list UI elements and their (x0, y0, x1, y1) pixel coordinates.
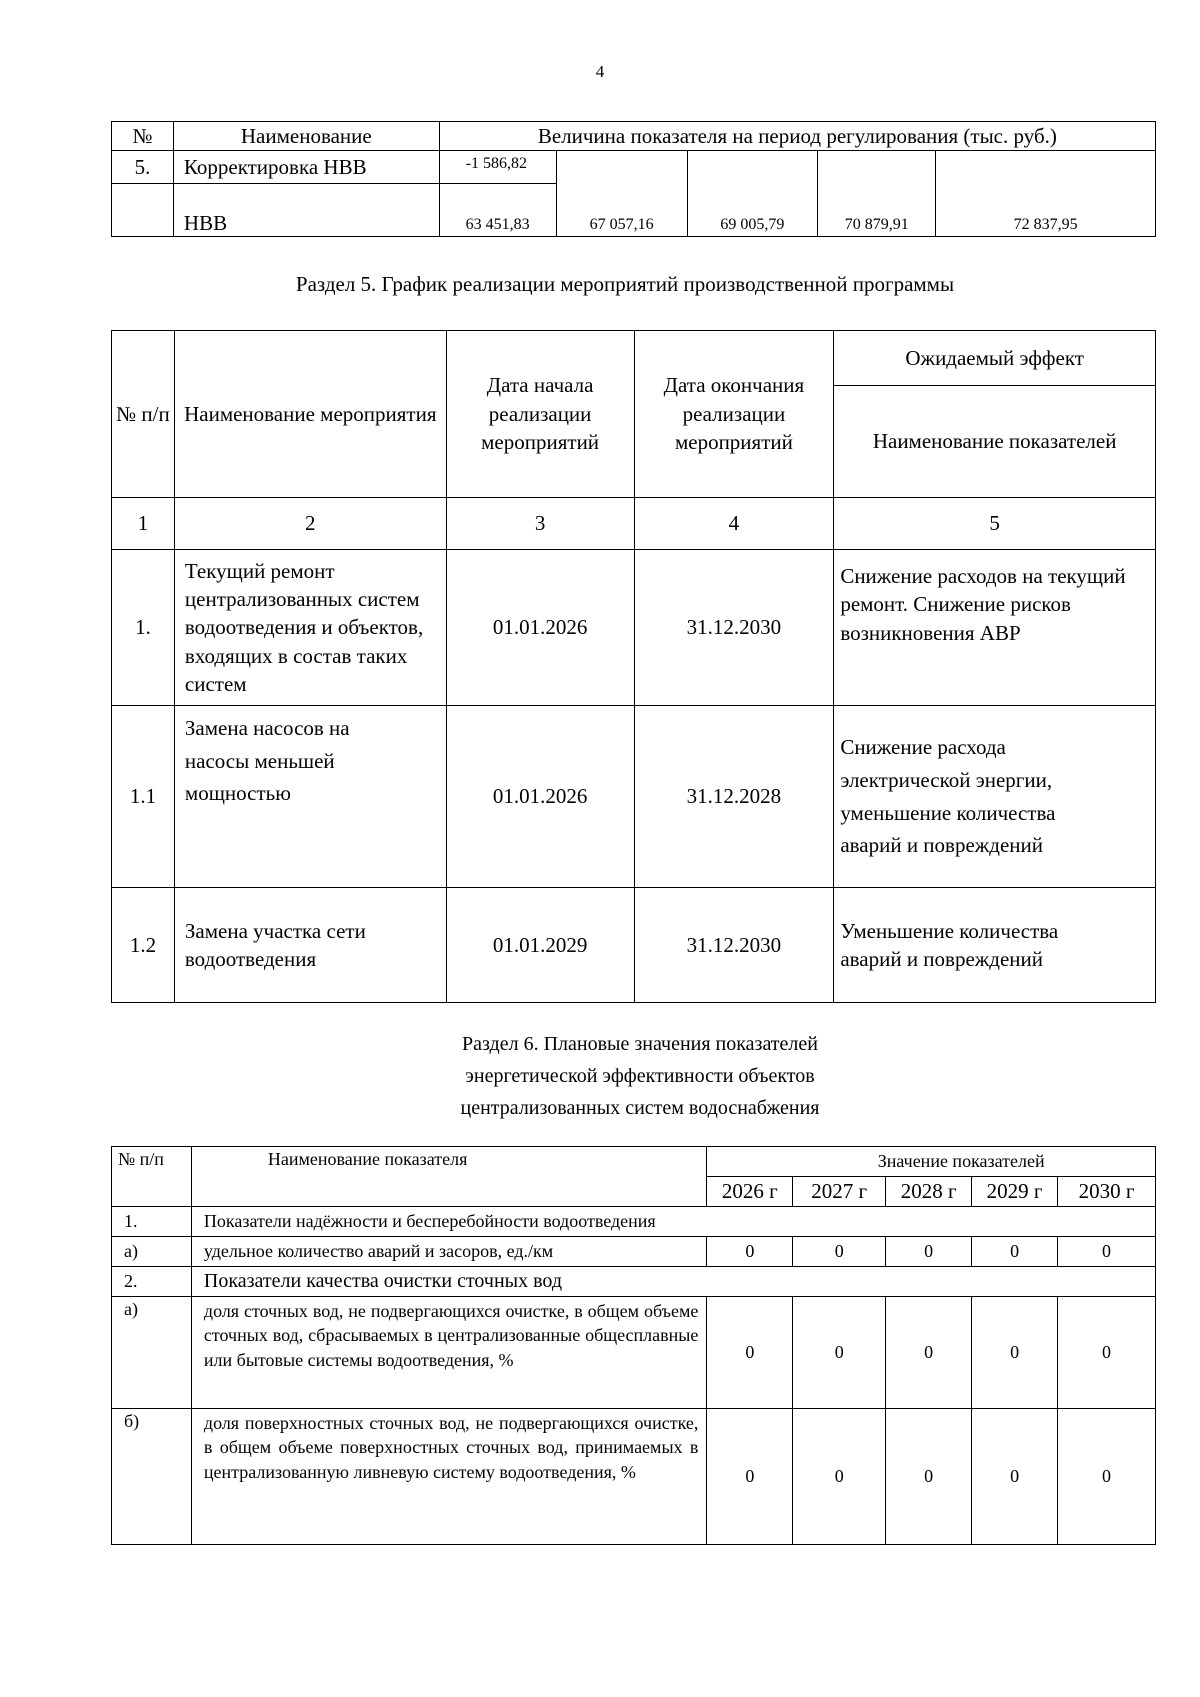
value-cell: 0 (707, 1297, 793, 1409)
col-number: 4 (634, 498, 834, 550)
row-name: Замена насосов на насосы меньшей мощностью (174, 706, 446, 888)
section6-title (420, 1028, 860, 1124)
row-num: 1.1 (112, 706, 175, 888)
value-cell: 0 (1058, 1409, 1156, 1545)
header-values: Значение показателей (707, 1147, 1156, 1177)
table-header-row (112, 122, 1156, 151)
year-header: 2030 г (1058, 1177, 1156, 1207)
year-header: 2027 г (793, 1177, 886, 1207)
value-cell: 69 005,79 (687, 151, 818, 237)
row-effect: Снижение расхода электрической энергии, уменьшение количества аварий и повреждений (834, 706, 1156, 888)
col-number: 3 (446, 498, 634, 550)
header-indicators: Наименование показателей (834, 386, 1156, 498)
header-effect: Ожидаемый эффект (834, 331, 1156, 386)
page-number: 4 (595, 62, 605, 81)
header-num: № (112, 122, 174, 151)
table-row (112, 888, 1156, 1003)
table-row (112, 1409, 1156, 1545)
value-cell: 0 (1058, 1237, 1156, 1267)
row-name: НВВ (173, 184, 439, 237)
value-cell: 0 (707, 1409, 793, 1545)
section6-title-line: централизованных систем водоснабжения (460, 1097, 820, 1119)
row-name: Замена участка сети водоотведения (174, 888, 446, 1003)
col-number: 2 (174, 498, 446, 550)
table-header-row (112, 1147, 1156, 1177)
col-number: 5 (834, 498, 1156, 550)
table-row (112, 550, 1156, 706)
value-cell: 0 (886, 1237, 972, 1267)
row-num: 1.2 (112, 888, 175, 1003)
header-num: № п/п (112, 1147, 192, 1207)
row-name: доля сточных вод, не подвергающихся очистке, в общем объеме сточных вод, сбрасываемых в централизованные общесплавные или бытовые системы водоотведения, % (191, 1297, 706, 1409)
header-name: Наименование мероприятия (174, 331, 446, 498)
row-num: 5. (112, 151, 174, 184)
row-start: 01.01.2029 (446, 888, 634, 1003)
value-cell: 72 837,95 (936, 151, 1156, 237)
group-row (112, 1207, 1156, 1237)
row-effect: Снижение расходов на текущий ремонт. Снижение рисков возникновения АВР (834, 550, 1156, 706)
row-label: б) (112, 1409, 192, 1545)
col-number: 1 (112, 498, 175, 550)
nvv-table (111, 121, 1156, 237)
header-value: Величина показателя на период регулирования (тыс. руб.) (439, 122, 1155, 151)
value-cell: 0 (707, 1237, 793, 1267)
group-title: Показатели надёжности и бесперебойности водоотведения (191, 1207, 1155, 1237)
header-name: Наименование показателя (191, 1147, 706, 1207)
value-cell: 0 (793, 1409, 886, 1545)
row-start: 01.01.2026 (446, 706, 634, 888)
value-cell: 63 451,83 (439, 184, 556, 237)
header-end: Дата окончания реализации мероприятий (634, 331, 834, 498)
table-row (112, 1297, 1156, 1409)
group-title: Показатели качества очистки сточных вод (191, 1267, 1155, 1297)
row-num (112, 184, 174, 237)
value-cell: 0 (886, 1409, 972, 1545)
section6-title-line: Раздел 6. Плановые значения показателей (462, 1033, 818, 1055)
value-cell: 0 (793, 1297, 886, 1409)
row-num: 1. (112, 550, 175, 706)
row-end: 31.12.2030 (634, 550, 834, 706)
table-row (112, 151, 1156, 184)
value-cell: 0 (886, 1297, 972, 1409)
row-effect: Уменьшение количества аварий и повреждений (834, 888, 1156, 1003)
row-end: 31.12.2028 (634, 706, 834, 888)
year-header: 2029 г (972, 1177, 1058, 1207)
year-header: 2028 г (886, 1177, 972, 1207)
header-num: № п/п (112, 331, 175, 498)
section6-title-line: энергетической эффективности объектов (465, 1065, 815, 1087)
header-name: Наименование (173, 122, 439, 151)
row-name: Текущий ремонт централизованных систем водоотведения и объектов, входящих в состав таких систем (174, 550, 446, 706)
schedule-table (111, 330, 1156, 1003)
row-label: а) (112, 1237, 192, 1267)
section5-title: Раздел 5. График реализации мероприятий производственной программы (295, 272, 955, 296)
group-num: 1. (112, 1207, 192, 1237)
row-label: а) (112, 1297, 192, 1409)
table-header-row (112, 331, 1156, 386)
value-cell: 0 (793, 1237, 886, 1267)
group-num: 2. (112, 1267, 192, 1297)
header-start: Дата начала реализации мероприятий (446, 331, 634, 498)
row-name: Корректировка НВВ (173, 151, 439, 184)
row-name: удельное количество аварий и засоров, ед./км (191, 1237, 706, 1267)
value-cell: 0 (972, 1237, 1058, 1267)
value-cell: 70 879,91 (818, 151, 936, 237)
value-cell: 0 (1058, 1297, 1156, 1409)
value-cell: 0 (972, 1297, 1058, 1409)
group-row (112, 1267, 1156, 1297)
table-row (112, 706, 1156, 888)
energy-efficiency-table (111, 1146, 1156, 1545)
value-cell: 0 (972, 1409, 1058, 1545)
value-cell: 67 057,16 (556, 151, 687, 237)
row-end: 31.12.2030 (634, 888, 834, 1003)
year-header: 2026 г (707, 1177, 793, 1207)
column-number-row (112, 498, 1156, 550)
row-start: 01.01.2026 (446, 550, 634, 706)
row-name: доля поверхностных сточных вод, не подвергающихся очистке, в общем объеме поверхностных сточных вод, принимаемых в централизованную ливневую систему водоотведения, % (191, 1409, 706, 1545)
value-cell: -1 586,82 (439, 151, 556, 184)
table-row (112, 1237, 1156, 1267)
